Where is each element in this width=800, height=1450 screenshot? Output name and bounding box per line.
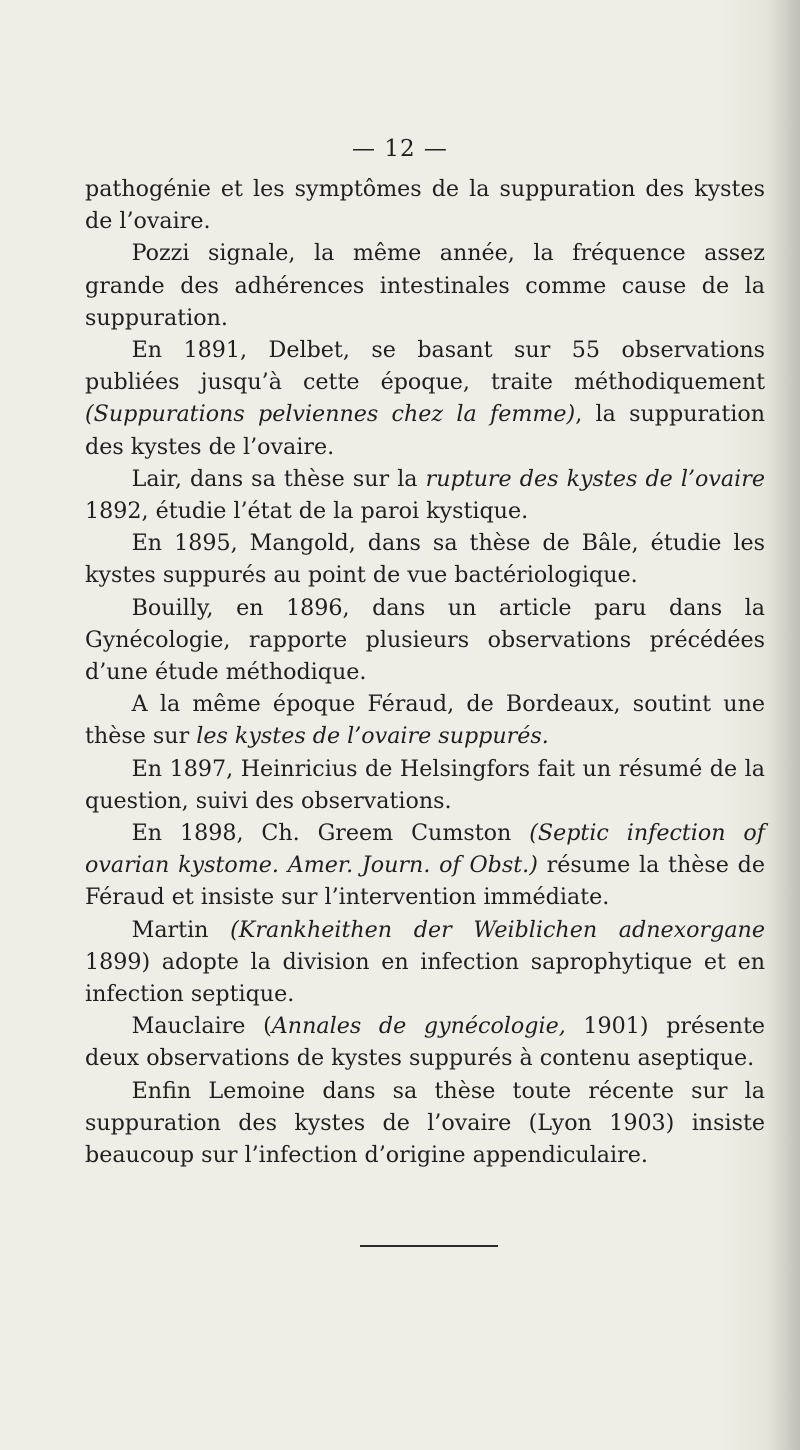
paragraph [85, 914, 765, 1011]
paragraph [85, 817, 765, 914]
paragraph-text: 1901) présente deux observations de kystes suppurés à contenu aseptique. [85, 1013, 766, 1072]
italic-title-text: rupture des kystes de l’ovaire [425, 465, 765, 492]
paragraph-text: 1892, étudie l’état de la paroi kystique. [85, 498, 529, 525]
paragraph [85, 527, 765, 591]
paragraph-text: En 1897, Heinricius de Helsingfors fait un résumé de la question, suivi des observations. [85, 755, 765, 814]
paragraph-text: Pozzi signale, la même année, la fréquence assez grande des adhérences intestinales comme cause de la suppuration. [85, 240, 765, 331]
paragraph [85, 334, 765, 463]
italic-title-text: Annales de gynécologie, [271, 1013, 566, 1040]
italic-title-text: (Krankheithen der Weiblichen adnexorgane [230, 916, 765, 943]
paragraph-text: A la même époque Féraud, de Bordeaux, soutint une thèse sur [85, 691, 765, 750]
paragraph-text: résume la thèse de Féraud et insiste sur l’intervention immédiate. [85, 852, 765, 911]
paragraph-text: Enfin Lemoine dans sa thèse toute récente sur la suppuration des kystes de l’ovaire (Lyon 1903) insiste beaucoup sur l’infection d’origine appendiculaire. [85, 1077, 765, 1169]
paragraph [85, 463, 765, 527]
paragraph-text: En 1898, Ch. Greem Cumston [131, 820, 530, 847]
italic-title-text: (Suppurations pelviennes chez la femme) [85, 401, 576, 428]
page-edge-shadow [766, 0, 800, 1450]
paragraph [85, 173, 765, 237]
paragraph [85, 592, 765, 689]
paragraph-text: En 1891, Delbet, se basant sur 55 observations publiées jusqu’à cette époque, traite méthodiquement [85, 337, 765, 396]
paragraph [85, 753, 765, 817]
italic-title-text: les kystes de l’ovaire suppurés. [196, 723, 549, 750]
page-number: — 12 — [352, 136, 448, 162]
body-text [85, 173, 765, 1171]
paragraph [85, 1010, 765, 1074]
paragraph-text: Bouilly, en 1896, dans un article paru dans la Gynécologie, rapporte plusieurs observations précédées d’une étude méthodique. [85, 594, 765, 686]
paragraph-text: Martin [131, 916, 231, 943]
paragraph-text: En 1895, Mangold, dans sa thèse de Bâle, étudie les kystes suppurés au point de vue bactériologique. [85, 530, 765, 589]
paragraph-text: Lair, dans sa thèse sur la [131, 465, 426, 492]
italic-title-text: (Septic infection of ovarian kystome. Amer. Journ. of Obst.) [85, 820, 765, 879]
paragraph-text: 1899) adopte la division en infection saprophytique et en infection septique. [85, 948, 765, 1008]
paragraph-text: , la suppuration des kystes de l’ovaire. [85, 401, 765, 460]
paragraph [85, 688, 765, 752]
paragraph-text: pathogénie et les symptômes de la suppuration des kystes de l’ovaire. [85, 176, 765, 235]
paragraph-text: Mauclaire ( [131, 1013, 272, 1040]
end-rule [360, 1245, 498, 1247]
paragraph [85, 237, 765, 334]
paragraph [85, 1075, 765, 1172]
